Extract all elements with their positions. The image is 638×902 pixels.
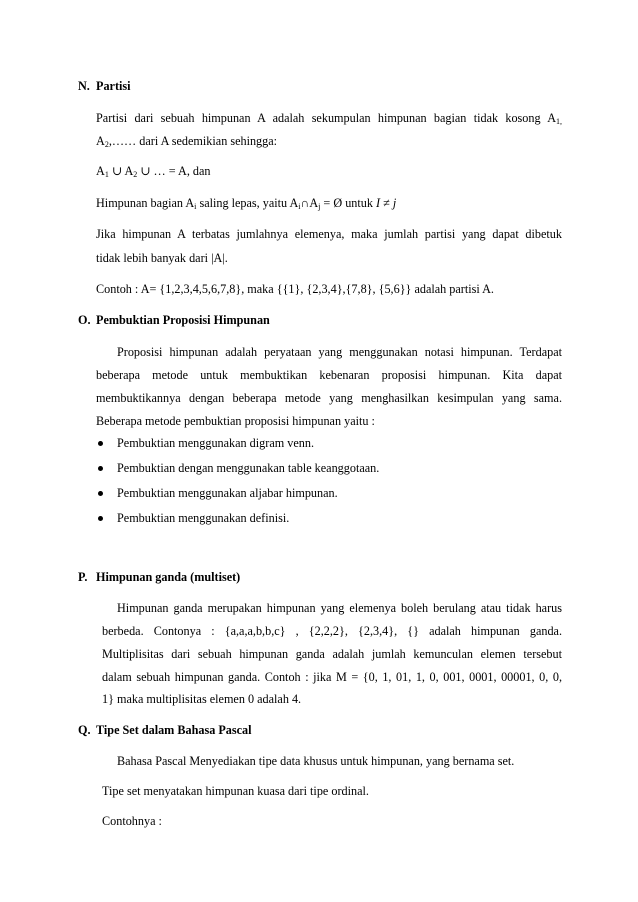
bullet-icon: [98, 466, 103, 471]
subscript: 2: [133, 170, 138, 179]
text: = Ø untuk: [323, 196, 373, 210]
subscript: j: [318, 202, 321, 211]
subscript: 1,: [556, 117, 562, 126]
subscript: 1: [104, 170, 109, 179]
section-title: Pembuktian Proposisi Himpunan: [96, 313, 270, 327]
section-letter: O.: [78, 313, 91, 327]
section-heading-o: [78, 312, 270, 328]
paragraph-line: 1} maka multiplisitas elemen 0 adalah 4.: [102, 692, 302, 706]
paragraph-line: Bahasa Pascal Menyediakan tipe data khusus untuk himpunan, yang bernama set.: [117, 754, 515, 768]
paragraph-line: Proposisi himpunan adalah peryataan yang menggunakan notasi himpunan. Terdapat: [117, 345, 562, 359]
section-title: Tipe Set dalam Bahasa Pascal: [96, 723, 252, 737]
paragraph-line: tidak lebih banyak dari |A|.: [96, 251, 228, 265]
section-title: Himpunan ganda (multiset): [96, 570, 241, 584]
section-letter: P.: [78, 570, 88, 584]
subscript: 2: [104, 140, 109, 149]
text: A: [96, 164, 105, 178]
paragraph-line: Himpunan ganda merupakan himpunan yang elemenya boleh berulang atau tidak harus: [117, 601, 562, 615]
subscript: i: [194, 202, 197, 211]
list-item: Pembuktian menggunakan definisi.: [117, 511, 290, 525]
text: ,…… dari A sedemikian sehingga:: [108, 134, 278, 148]
paragraph-line: berbeda. Contonya : {a,a,a,b,b,c} , {2,2,2}, {2,3,4}, {} adalah himpunan ganda.: [102, 624, 562, 638]
text: Himpunan bagian A: [96, 196, 195, 210]
subscript: i: [298, 202, 301, 211]
section-heading-p: [78, 569, 240, 585]
section-title: Partisi: [96, 79, 131, 93]
text: Partisi dari sebuah himpunan A adalah sekumpulan himpunan bagian tidak kosong A: [96, 111, 556, 125]
union-line: [96, 163, 211, 179]
paragraph-line: dalam sebuah himpunan ganda. Contoh : jika M = {0, 1, 01, 1, 0, 001, 0001, 00001, 0, 0,: [102, 670, 562, 684]
text: A: [96, 134, 105, 148]
bullet-icon: [98, 491, 103, 496]
paragraph-line: Multiplisitas dari sebuah himpunan ganda adalah jumlah kemunculan elemen tersebut: [102, 647, 562, 661]
paragraph-line: membuktikannya dengan beberapa metode yang menghasilkan kesimpulan yang sama.: [96, 391, 562, 405]
paragraph-line: Contohnya :: [102, 814, 162, 828]
section-letter: N.: [78, 79, 90, 93]
condition-text: I ≠ j: [376, 196, 397, 210]
section-letter: Q.: [78, 723, 91, 737]
text: ∪ … = A, dan: [140, 164, 211, 178]
bullet-icon: [98, 441, 103, 446]
disjoint-line: [96, 195, 396, 211]
paragraph-line: Beberapa metode pembuktian proposisi himpunan yaitu :: [96, 414, 375, 428]
list-item: Pembuktian menggunakan aljabar himpunan.: [117, 486, 338, 500]
section-heading-n: [78, 78, 131, 94]
list-item: Pembuktian dengan menggunakan table keanggotaan.: [117, 461, 380, 475]
paragraph-line: beberapa metode untuk membuktikan kebenaran proposisi himpunan. Kita dapat: [96, 368, 562, 382]
list-item: Pembuktian menggunakan digram venn.: [117, 436, 314, 450]
paragraph-line: Jika himpunan A terbatas jumlahnya elemenya, maka jumlah partisi yang dapat dibetuk: [96, 227, 562, 241]
bullet-icon: [98, 516, 103, 521]
paragraph-line: [96, 110, 562, 126]
paragraph-line: Tipe set menyatakan himpunan kuasa dari tipe ordinal.: [102, 784, 369, 798]
text: ∩A: [300, 196, 319, 210]
text: saling lepas, yaitu A: [199, 196, 299, 210]
text: ∪ A: [111, 164, 134, 178]
paragraph-line: [96, 133, 277, 149]
example-line: Contoh : A= {1,2,3,4,5,6,7,8}, maka {{1}, {2,3,4},{7,8}, {5,6}} adalah partisi A.: [96, 282, 494, 296]
section-heading-q: [78, 722, 252, 738]
